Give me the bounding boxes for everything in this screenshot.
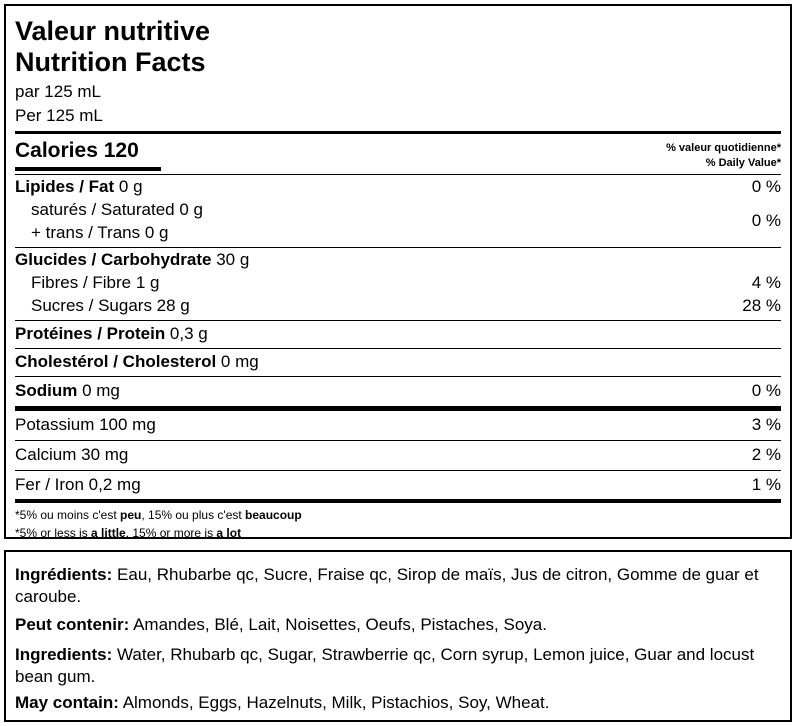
title-english: Nutrition Facts xyxy=(15,47,206,77)
carbohydrate-label: Glucides / Carbohydrate 30 g xyxy=(15,250,250,269)
daily-value-header-english: % Daily Value* xyxy=(705,157,781,169)
calcium-dv: 2 % xyxy=(751,445,781,464)
divider xyxy=(15,470,781,471)
daily-value-header xyxy=(666,141,781,171)
ingredients-french: Ingrédients: Eau, Rhubarbe qc, Sucre, Fraise qc, Sirop de maïs, Jus de citron, Gomme de guar et caroube. xyxy=(15,565,759,606)
divider xyxy=(15,376,781,377)
fibre-dv: 4 % xyxy=(751,273,781,292)
sat-trans-dv: 0 % xyxy=(751,211,781,230)
potassium-dv: 3 % xyxy=(751,415,781,434)
fat-dv: 0 % xyxy=(751,177,781,196)
saturated-label: saturés / Saturated 0 g xyxy=(31,200,203,219)
fibre-label: Fibres / Fibre 1 g xyxy=(31,273,160,292)
iron-label: Fer / Iron 0,2 mg xyxy=(15,475,141,494)
serving-size-french: par 125 mL xyxy=(15,82,101,101)
sodium-label: Sodium 0 mg xyxy=(15,381,120,400)
iron-dv: 1 % xyxy=(751,475,781,494)
divider xyxy=(15,320,781,321)
divider xyxy=(15,174,781,175)
cholesterol-label: Cholestérol / Cholesterol 0 mg xyxy=(15,352,259,371)
trans-label: + trans / Trans 0 g xyxy=(31,223,169,242)
top-thick-rule xyxy=(15,131,781,134)
potassium-label: Potassium 100 mg xyxy=(15,415,156,434)
daily-value-header-french: % valeur quotidienne* xyxy=(666,142,781,154)
sugars-label: Sucres / Sugars 28 g xyxy=(31,296,190,315)
ingredients-english: Ingredients: Water, Rhubarb qc, Sugar, Strawberrie qc, Corn syrup, Lemon juice, Guar and locust bean gum. xyxy=(15,645,755,686)
footnote-english: *5% or less is a little, 15% or more is a lot xyxy=(15,526,242,540)
calories: Calories 120 xyxy=(15,139,139,162)
calories-underline xyxy=(15,167,161,171)
title-french: Valeur nutritive xyxy=(15,16,211,46)
calcium-label: Calcium 30 mg xyxy=(15,445,129,464)
sugars-dv: 28 % xyxy=(742,296,781,315)
protein-label: Protéines / Protein 0,3 g xyxy=(15,324,208,343)
fat-label: Lipides / Fat 0 g xyxy=(15,177,143,196)
divider xyxy=(15,440,781,441)
may-contain-french: Peut contenir: Amandes, Blé, Lait, Noisettes, Oeufs, Pistaches, Soya. xyxy=(15,615,547,634)
thick-rule xyxy=(15,406,781,411)
nutrition-facts-panel xyxy=(4,4,792,539)
footnote-french: *5% ou moins c'est peu, 15% ou plus c'est beaucoup xyxy=(15,508,302,522)
sodium-dv: 0 % xyxy=(751,381,781,400)
thick-rule xyxy=(15,499,781,503)
serving-size-english: Per 125 mL xyxy=(15,106,103,125)
divider xyxy=(15,247,781,248)
divider xyxy=(15,348,781,349)
ingredients-panel xyxy=(4,550,792,722)
may-contain-english: May contain: Almonds, Eggs, Hazelnuts, Milk, Pistachios, Soy, Wheat. xyxy=(15,693,550,712)
